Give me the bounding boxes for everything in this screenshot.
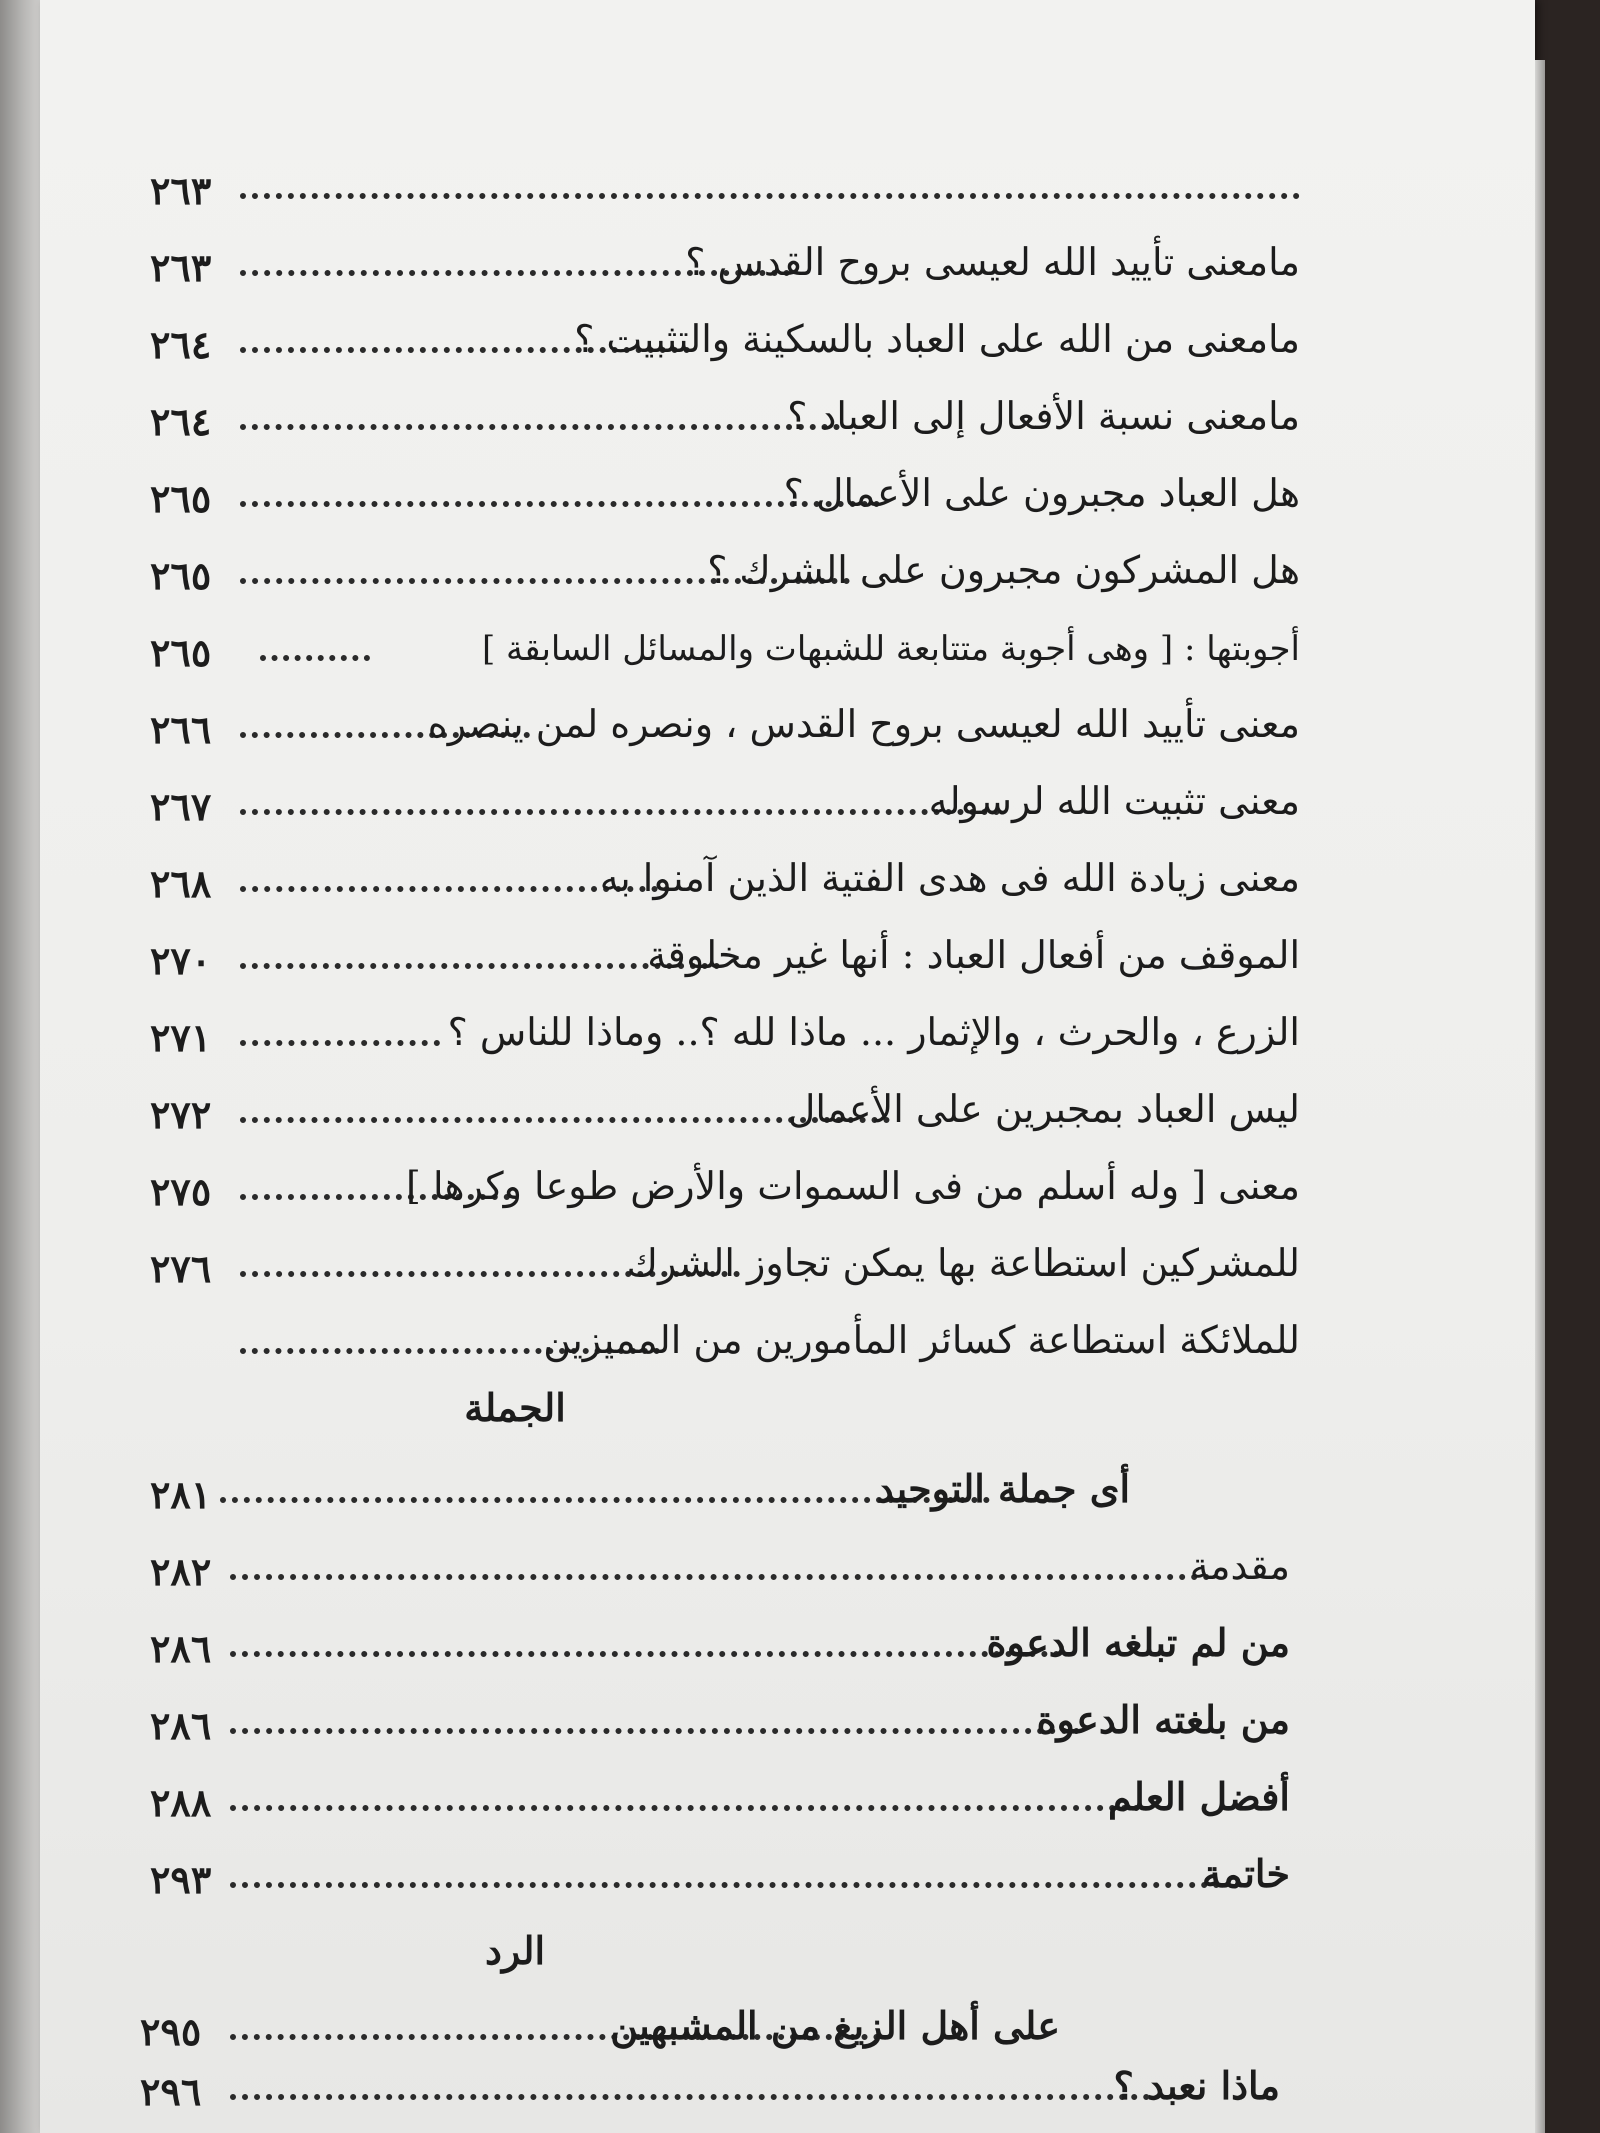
toc-entry-title: أفضل العلم (1107, 1774, 1290, 1819)
toc-entry (150, 217, 1300, 294)
toc-page-number: ٢٧٠ (150, 938, 212, 983)
toc-page-number: ٢٩٥ (140, 2009, 202, 2054)
toc-page-number: ٢٨٨ (150, 1780, 212, 1825)
toc-entry (150, 910, 1300, 987)
toc-entry (150, 371, 1300, 448)
toc-entry-title: من لم تبلغه الدعوة (986, 1620, 1290, 1665)
toc-entry (150, 987, 1300, 1064)
leader-dots (220, 1497, 990, 1503)
section-heading-jumla: الجملة (464, 1385, 566, 1430)
toc-page-number: ٢٦٥ (150, 630, 212, 675)
leader-dots (240, 1040, 440, 1046)
toc-page-number: ٢٧٥ (150, 1169, 212, 1214)
toc-page-number: ٢٧١ (150, 1015, 212, 1060)
toc-page-number: ٢٦٨ (150, 861, 212, 906)
toc-page-number: ٢٨٦ (150, 1626, 212, 1671)
toc-entry-title: هل المشركون مجبرون على الشرك ؟ (707, 548, 1300, 592)
toc-entry-title: ليس العباد بمجبرين على الأعمال (787, 1087, 1300, 1131)
toc-entry-title: مقدمة (1189, 1544, 1290, 1588)
toc-entry-title: أجوبتها : [ وهى أجوبة متتابعة للشبهات والمسائل السابقة ] (481, 629, 1300, 669)
leader-dots (230, 1574, 1210, 1580)
toc-page-number: ٢٦٤ (150, 322, 212, 367)
toc-page-number: ٢٦٣ (150, 245, 212, 290)
toc-entry-title: معنى [ وله أسلم من فى السموات والأرض طوعا وكرها ] (406, 1164, 1300, 1208)
toc-page-number: ٢٦٧ (150, 784, 212, 829)
toc-entry-title: أى جملة التوحيد (876, 1466, 1130, 1511)
leader-dots (230, 1805, 1140, 1811)
leader-dots (240, 424, 840, 430)
toc-entry (150, 833, 1300, 910)
page-edge (1535, 60, 1545, 2133)
toc-entry-title: مامعنى نسبة الأفعال إلى العباد ؟ (787, 394, 1300, 438)
toc-entry-title: معنى زيادة الله فى هدى الفتية الذين آمنوا به (599, 856, 1300, 900)
toc-entry-title: الزرع ، والحرث ، والإثمار ... ماذا لله ؟.. وماذا للناس ؟ (447, 1010, 1300, 1054)
toc-entry (150, 140, 1300, 217)
toc-entry (140, 1986, 1300, 2058)
toc-section-2 (150, 1444, 1300, 1906)
table-of-contents (140, 140, 1300, 2118)
book-spine (0, 0, 40, 2133)
leader-dots (230, 1728, 1080, 1734)
leader-dots (240, 193, 1300, 199)
toc-entry-title: خاتمة (1202, 1851, 1290, 1896)
toc-entry-title: على أهل الزيغ من المشبهين (610, 2003, 1060, 2048)
toc-entry (150, 448, 1300, 525)
toc-entry (150, 1444, 1300, 1521)
toc-page-number: ٢٦٤ (150, 399, 212, 444)
leader-dots (230, 1651, 1060, 1657)
toc-page-number: ٢٨٢ (150, 1549, 212, 1594)
toc-entry (150, 1829, 1300, 1906)
toc-page-number: ٢٧٢ (150, 1092, 212, 1137)
toc-entry-title: مامعنى من الله على العباد بالسكينة والتثبيت ؟ (574, 317, 1300, 361)
toc-entry (150, 1141, 1300, 1218)
toc-entry (150, 294, 1300, 371)
toc-entry-title: من بلغته الدعوة (1036, 1697, 1290, 1742)
toc-entry-title: الموقف من أفعال العباد : أنها غير مخلوقة (647, 933, 1300, 977)
section-heading-radd: الرد (484, 1928, 546, 1973)
toc-entry (150, 679, 1300, 756)
toc-page-number: ٢٦٦ (150, 707, 212, 752)
toc-page-number: ٢٦٥ (150, 476, 212, 521)
toc-entry-title: ماذا نعبد ؟ (1113, 2063, 1280, 2108)
toc-page-number: ٢٩٣ (150, 1857, 212, 1902)
toc-section-3 (140, 1986, 1300, 2118)
toc-page-number: ٢٩٦ (140, 2069, 202, 2114)
toc-page-number: ٢٧٦ (150, 1246, 212, 1291)
toc-entry (150, 1218, 1300, 1295)
toc-entry-title: مامعنى تأييد الله لعيسى بروح القدس ؟ (685, 240, 1300, 284)
toc-entry (150, 602, 1300, 679)
leader-dots (230, 1882, 1220, 1888)
toc-entry (150, 1675, 1300, 1752)
toc-entry-title: معنى تأييد الله لعيسى بروح القدس ، ونصره لمن ينصره (427, 702, 1300, 746)
toc-page-number: ٢٨١ (150, 1472, 212, 1517)
toc-entry-title: للملائكة استطاعة كسائر المأمورين من المميزين (543, 1318, 1300, 1362)
toc-entry (150, 756, 1300, 833)
toc-entry (150, 1521, 1300, 1598)
toc-entry (150, 1752, 1300, 1829)
toc-entry-title: معنى تثبيت الله لرسوله (928, 779, 1300, 823)
toc-entry-title: هل العباد مجبرون على الأعمال ؟ (783, 471, 1300, 515)
toc-entry (150, 525, 1300, 602)
toc-entry (150, 1064, 1300, 1141)
toc-page-number: ٢٨٦ (150, 1703, 212, 1748)
toc-page-number: ٢٦٣ (150, 168, 212, 213)
toc-entry (150, 1295, 1300, 1372)
toc-page-number: ٢٦٥ (150, 553, 212, 598)
leader-dots (230, 2094, 1150, 2100)
toc-entry-title: للمشركين استطاعة بها يمكن تجاوز الشرك (626, 1241, 1300, 1285)
toc-entry (150, 1598, 1300, 1675)
leader-dots (260, 655, 370, 661)
toc-entry (140, 2058, 1300, 2118)
toc-section-1 (150, 140, 1300, 1372)
leader-dots (240, 809, 1000, 815)
